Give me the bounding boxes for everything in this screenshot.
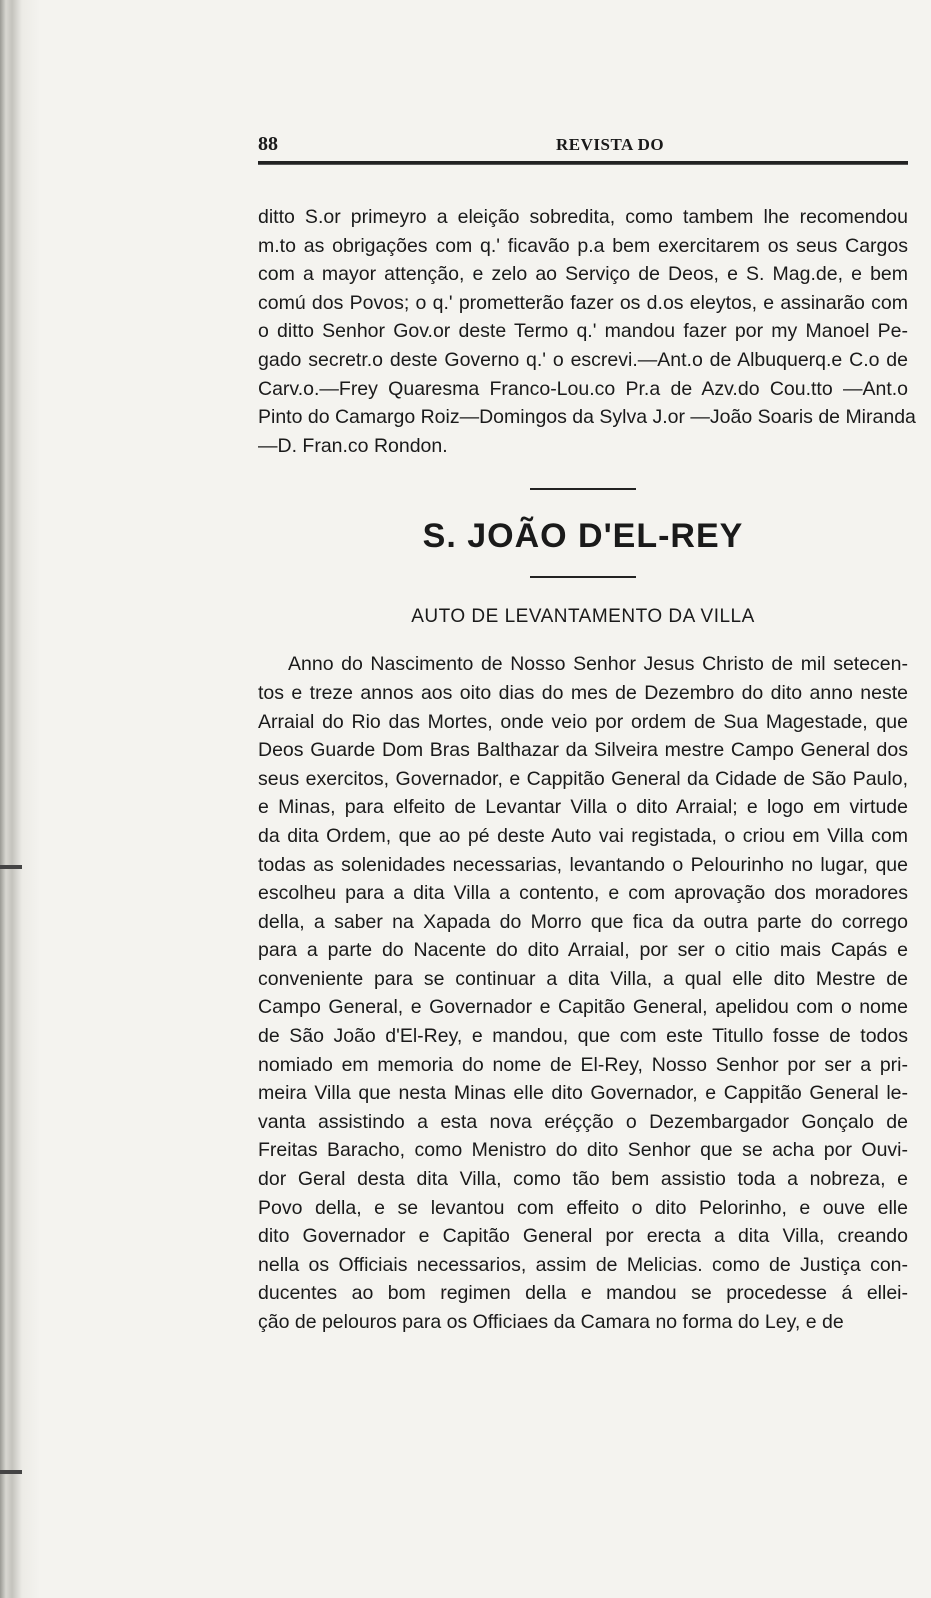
text-line: e Minas, para elfeito de Levantar Villa o dito Arraial; e logo em virtude	[258, 796, 908, 819]
text-line: Pinto do Camargo Roiz—Domingos da Sylva J.or —João Soaris de Miranda	[258, 406, 916, 429]
text-line: o ditto Senhor Gov.or deste Termo q.' mandou fazer por my Manoel Pe-	[258, 320, 908, 343]
section-divider-bottom	[530, 576, 636, 578]
text-line: tos e treze annos aos oito dias do mes de Dezembro do dito anno neste	[258, 681, 908, 704]
text-line: conveniente para se continuar a dita Villa, a qual elle dito Mestre de	[258, 967, 908, 990]
text-line: ducentes ao bom regimen della e mandou se procedesse á ellei-	[258, 1282, 908, 1305]
text-line: dor Geral desta dita Villa, como tão bem assistio toda a nobreza, e	[258, 1168, 908, 1191]
text-line: dito Governador e Capitão General por erecta a dita Villa, creando	[258, 1225, 908, 1248]
text-line: nella os Officiais necessarios, assim de Melicias. como de Justiça con-	[258, 1253, 908, 1276]
text-line: comú dos Povos; o q.' prometterão fazer os d.os eleytos, e assinarão com	[258, 291, 908, 314]
binding-mark	[0, 1470, 22, 1474]
text-line: Povo della, e se levantou com effeito o dito Pelorinho, e ouve elle	[258, 1196, 908, 1219]
text-line: nomiado em memoria do nome de El-Rey, Nosso Senhor por ser a pri-	[258, 1053, 908, 1076]
text-line: ditto S.or primeyro a eleição sobredita, como tambem lhe recomendou	[258, 206, 908, 228]
text-line: Deos Guarde Dom Bras Balthazar da Silveira mestre Campo General dos	[258, 739, 908, 762]
paragraph-1	[258, 203, 916, 460]
text-line: da dita Ordem, que ao pé deste Auto vai registada, o criou em Villa com	[258, 824, 908, 847]
text-line: com a mayor attenção, e zelo ao Serviço de Deos, e S. Mag.de, e bem	[258, 263, 908, 286]
paragraph-2	[258, 650, 908, 1336]
text-line: ção de pelouros para os Officiaes da Camara no forma do Ley, e de	[258, 1311, 844, 1333]
book-binding-edge	[0, 0, 40, 1598]
text-line: escolheu para a dita Villa a contento, e com aprovação dos moradores	[258, 882, 908, 905]
running-head: REVISTA DO	[556, 135, 665, 154]
text-line: gado secretr.o deste Governo q.' o escrevi.—Ant.o de Albuquerq.e C.o de	[258, 348, 908, 371]
text-line: de São João d'El-Rey, e mandou, que com este Titullo fosse de todos	[258, 1025, 908, 1048]
text-line: m.to as obrigações com q.' ficavão p.a bem exercitarem os seus Cargos	[258, 234, 908, 257]
binding-mark	[0, 865, 22, 869]
text-line: della, a saber na Xapada do Morro que fica da outra parte do corrego	[258, 910, 908, 933]
text-line: Arraial do Rio das Mortes, onde veio por ordem de Sua Magestade, que	[258, 710, 908, 733]
text-line: vanta assistindo a esta nova eréçção o Dezembargador Gonçalo de	[258, 1110, 908, 1133]
text-line: Anno do Nascimento de Nosso Senhor Jesus Christo de mil setecen-	[288, 653, 908, 676]
text-line: para a parte do Nacente do dito Arraial, por ser o citio mais Capás e	[258, 939, 908, 962]
page-header	[258, 125, 908, 159]
text-line: —D. Fran.co Rondon.	[258, 434, 448, 457]
text-line: seus exercitos, Governador, e Cappitão General da Cidade de São Paulo,	[258, 767, 908, 790]
text-line: Freitas Baracho, como Menistro do dito Senhor que se acha por Ouvi-	[258, 1139, 908, 1162]
subtitle: AUTO DE LEVANTAMENTO DA VILLA	[411, 606, 755, 628]
section-title: S. JOÃO D'EL-REY	[422, 517, 744, 556]
text-line: todas as solenidades necessarias, levantando o Pelourinho no lugar, que	[258, 853, 908, 876]
header-rule	[258, 161, 908, 165]
text-line: meira Villa que nesta Minas elle dito Governador, e Cappitão General le-	[258, 1082, 908, 1105]
section-divider-top	[530, 488, 636, 490]
text-line: Campo General, e Governador e Capitão General, apelidou com o nome	[258, 996, 908, 1019]
page-number: 88	[258, 133, 278, 155]
document-page	[258, 125, 916, 1337]
text-line: Carv.o.—Frey Quaresma Franco-Lou.co Pr.a de Azv.do Cou.tto —Ant.o	[258, 377, 908, 400]
